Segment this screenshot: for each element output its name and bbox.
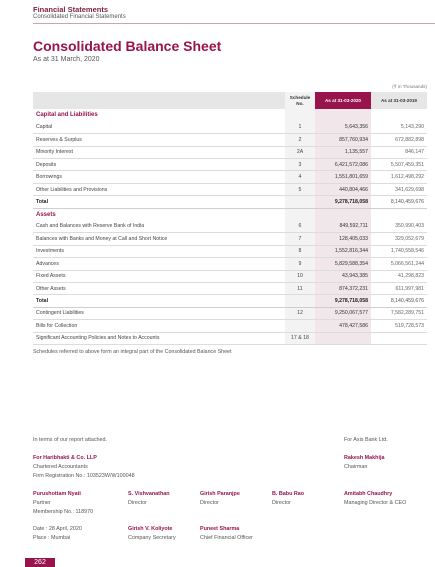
officer-title: Chief Financial Officer (200, 534, 253, 541)
row-label: Borrowings (33, 171, 285, 183)
page-date: As at 31 March, 2020 (33, 56, 100, 63)
row-schedule: 2A (285, 146, 315, 158)
row-previous: 5,066,561,244 (371, 258, 427, 270)
balance-sheet-table (33, 92, 427, 345)
row-previous: 672,882,898 (371, 134, 427, 146)
chairman-name: Rakesh Makhija (344, 455, 385, 461)
signatory-title: Partner (33, 499, 51, 506)
section-header: Financial Statements (33, 5, 109, 14)
row-schedule: 8 (285, 245, 315, 257)
blank-cell (285, 208, 315, 220)
blank-cell (371, 109, 427, 121)
row-current: 478,427,586 (315, 320, 371, 332)
footnote: Schedules referred to above form an integral part of the Consolidated Balance Sheet (33, 349, 232, 355)
officer-name: Puneet Sharma (200, 526, 240, 532)
table-header-row (33, 92, 427, 109)
table-row (33, 171, 427, 183)
row-current: 1,552,816,344 (315, 245, 371, 257)
row-label: Cash and Balances with Reserve Bank of India (33, 221, 285, 233)
row-previous: 611,997,981 (371, 282, 427, 294)
header-divider (33, 23, 435, 24)
row-current: 440,804,466 (315, 183, 371, 195)
row-previous: 1,612,498,292 (371, 171, 427, 183)
total-row (33, 295, 427, 307)
row-schedule: 4 (285, 171, 315, 183)
chairman-title: Chairman (344, 463, 368, 470)
officer-title: Company Secretary (128, 534, 176, 541)
row-label: Capital (33, 121, 285, 133)
table-row (33, 282, 427, 294)
row-previous: 7,582,289,751 (371, 307, 427, 319)
table-row (33, 183, 427, 195)
row-label: Fixed Assets (33, 270, 285, 282)
table-row (33, 159, 427, 171)
signatory-title: Managing Director & CEO (344, 499, 407, 506)
row-current: 128,405,033 (315, 233, 371, 245)
header-schedule-line1: Schedule (289, 94, 311, 100)
row-schedule (285, 320, 315, 332)
row-previous: 5,507,459,351 (371, 159, 427, 171)
row-label: Bills for Collection (33, 320, 285, 332)
total-current: 9,278,718,058 (315, 196, 371, 208)
row-current: 9,250,067,577 (315, 307, 371, 319)
header-current-year: As at 31-03-2020 (315, 92, 371, 109)
row-current (315, 332, 371, 344)
auditor-line1: Chartered Accountants (33, 463, 88, 470)
row-label: Other Assets (33, 282, 285, 294)
row-previous: 329,052,679 (371, 233, 427, 245)
header-previous-year: As at 31-03-2019 (371, 92, 427, 109)
row-label: Balances with Banks and Money at Call and Short Notice (33, 233, 285, 245)
table-row (33, 221, 427, 233)
blank-cell (315, 109, 371, 121)
header-schedule (285, 92, 315, 109)
units-note: (₹ in Thousands) (392, 84, 427, 89)
row-current: 5,643,356 (315, 121, 371, 133)
row-schedule: 11 (285, 282, 315, 294)
row-label: Reserves & Surplus (33, 134, 285, 146)
total-current: 9,278,718,058 (315, 295, 371, 307)
auditor-block (33, 454, 135, 480)
table-row (33, 146, 427, 158)
blank-cell (285, 109, 315, 121)
section-subheader: Consolidated Financial Statements (33, 14, 126, 20)
row-current: 1,135,557 (315, 146, 371, 158)
officer-block (128, 525, 176, 543)
table-row (33, 332, 427, 344)
row-previous (371, 332, 427, 344)
row-schedule: 7 (285, 233, 315, 245)
place-line: Place : Mumbai (33, 534, 71, 541)
total-label: Total (33, 196, 285, 208)
total-previous: 8,140,459,676 (371, 196, 427, 208)
row-schedule: 12 (285, 307, 315, 319)
row-previous: 519,728,573 (371, 320, 427, 332)
blank-cell (371, 208, 427, 220)
row-previous: 846,147 (371, 146, 427, 158)
auditor-firm: For Haribhakti & Co. LLP (33, 455, 97, 461)
row-current: 849,592,711 (315, 221, 371, 233)
row-previous: 5,143,290 (371, 121, 427, 133)
section-heading-row (33, 109, 427, 121)
row-previous: 1,740,558,546 (371, 245, 427, 257)
row-schedule: 17 & 18 (285, 332, 315, 344)
officer-block (200, 525, 253, 543)
table-row (33, 121, 427, 133)
date-line: Date : 28 April, 2020 (33, 526, 82, 532)
total-previous: 8,140,459,676 (371, 295, 427, 307)
row-schedule: 3 (285, 159, 315, 171)
row-schedule: 10 (285, 270, 315, 282)
signatory-name: Amitabh Chaudhry (344, 491, 393, 497)
total-label: Total (33, 295, 285, 307)
table-row (33, 320, 427, 332)
total-row (33, 196, 427, 208)
row-current: 857,760,934 (315, 134, 371, 146)
row-label: Deposits (33, 159, 285, 171)
row-current: 1,551,801,659 (315, 171, 371, 183)
signatory-title: Director (200, 499, 219, 506)
page-title: Consolidated Balance Sheet (33, 38, 222, 54)
signatory-block (200, 490, 240, 508)
page-number: 262 (25, 558, 55, 567)
signatory-block (272, 490, 304, 508)
signatory-block (128, 490, 170, 508)
section-heading-row (33, 208, 427, 220)
bank-note: For Axis Bank Ltd. (344, 437, 388, 443)
row-previous: 350,990,403 (371, 221, 427, 233)
signatory-detail: Membership No.: 118970 (33, 508, 94, 515)
table-row (33, 233, 427, 245)
signatory-block (344, 490, 406, 508)
signatory-title: Director (272, 499, 291, 506)
row-label: Contingent Liabilities (33, 307, 285, 319)
blank-cell (285, 295, 315, 307)
row-current: 6,421,572,086 (315, 159, 371, 171)
row-label: Investments (33, 245, 285, 257)
header-particulars (33, 92, 285, 109)
signatory-name: Purushottam Nyati (33, 491, 81, 497)
blank-cell (315, 208, 371, 220)
row-schedule: 2 (285, 134, 315, 146)
auditor-line2: Firm Registration No.: 103523W/W100048 (33, 472, 135, 479)
row-label: Minority Interest (33, 146, 285, 158)
signatory-name: S. Vishvanathan (128, 491, 170, 497)
header-schedule-line2: No. (296, 100, 304, 106)
chairman-block (344, 454, 384, 472)
date-place-block (33, 525, 82, 543)
table-row (33, 134, 427, 146)
blank-cell (285, 196, 315, 208)
row-label: Other Liabilities and Provisions (33, 183, 285, 195)
signatory-name: B. Babu Rao (272, 491, 305, 497)
row-schedule: 5 (285, 183, 315, 195)
section-heading: Capital and Liabilities (36, 112, 98, 119)
signatory-title: Director (128, 499, 147, 506)
officer-name: Girish V. Koliyote (128, 526, 173, 532)
row-current: 874,372,231 (315, 282, 371, 294)
report-note: In terms of our report attached. (33, 437, 108, 443)
row-current: 5,829,588,354 (315, 258, 371, 270)
row-label: Advances (33, 258, 285, 270)
signatory-block (33, 490, 93, 516)
row-previous: 41,298,823 (371, 270, 427, 282)
section-heading: Assets (36, 211, 56, 218)
row-schedule: 9 (285, 258, 315, 270)
row-label: Significant Accounting Policies and Notes to Accounts (33, 332, 285, 344)
table-row (33, 307, 427, 319)
table-row (33, 258, 427, 270)
table-row (33, 270, 427, 282)
row-schedule: 1 (285, 121, 315, 133)
row-current: 43,943,385 (315, 270, 371, 282)
row-previous: 341,629,698 (371, 183, 427, 195)
signatory-name: Girish Paranjpe (200, 491, 240, 497)
table-row (33, 245, 427, 257)
row-schedule: 6 (285, 221, 315, 233)
